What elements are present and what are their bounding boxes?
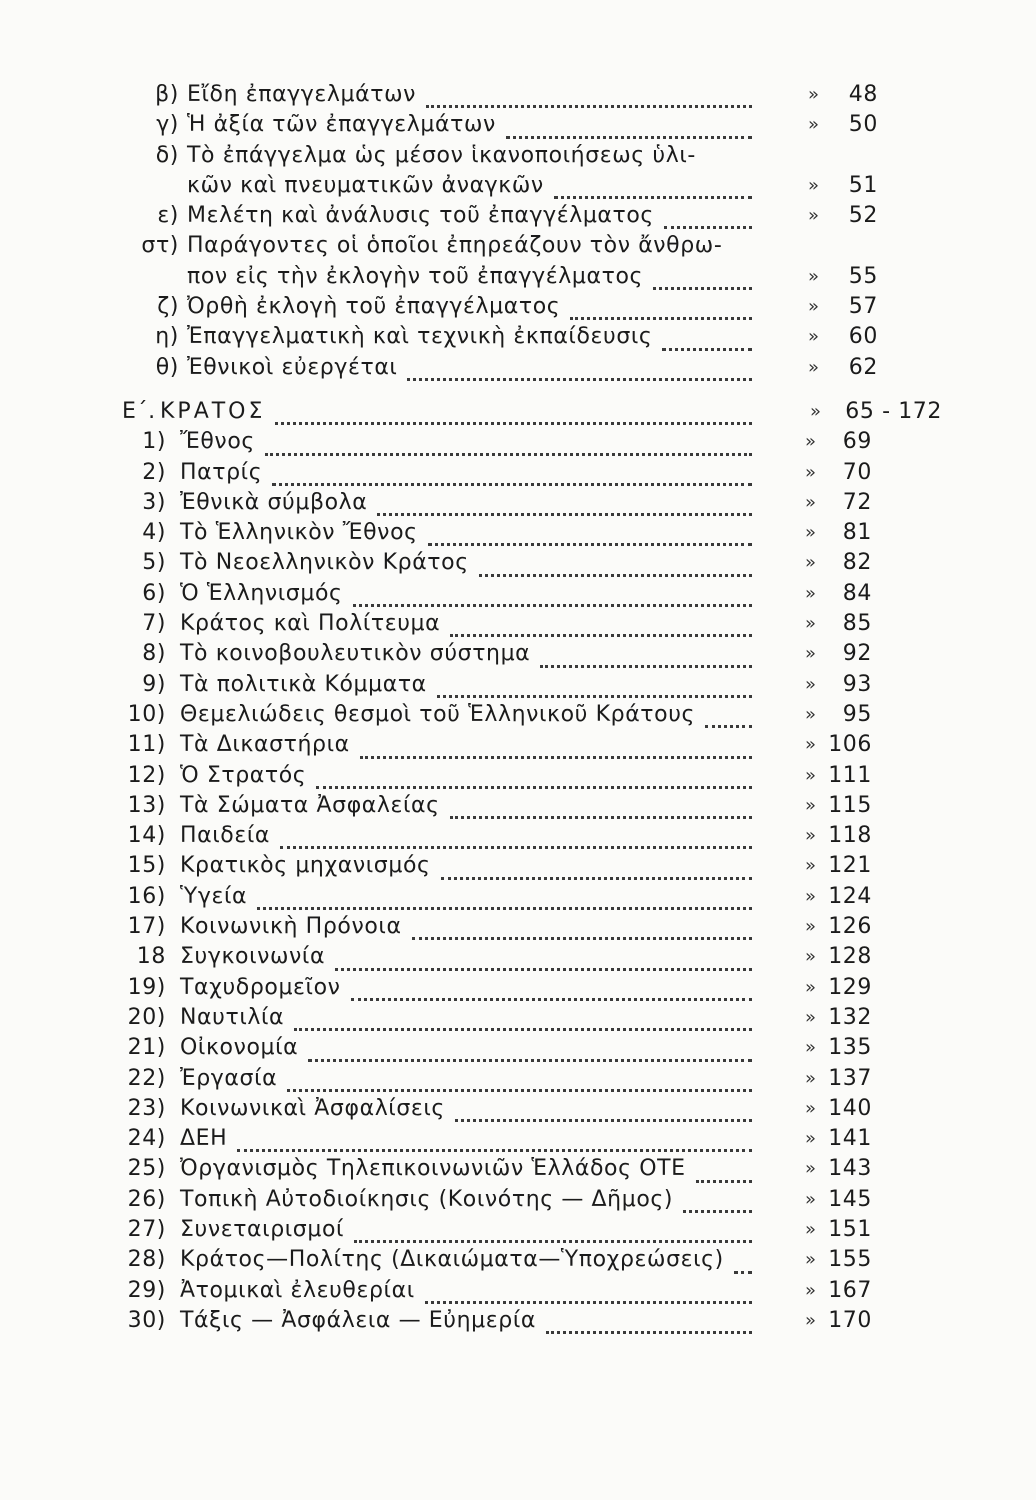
- dot-leader: [294, 1003, 752, 1033]
- toc-item: [0, 1276, 1036, 1306]
- entry-title: Ἡ ἀξία τῶν ἐπαγγελμάτων: [187, 112, 496, 138]
- toc-item: [0, 639, 1036, 669]
- page-number: 51: [848, 172, 878, 198]
- toc-item: [0, 579, 1036, 609]
- entry-title: Ὀργανισμὸς Τηλεπικοινωνιῶν Ἑλλάδος ΟΤΕ: [180, 1156, 686, 1182]
- page-number: 69: [842, 429, 872, 455]
- entry-title: πον εἰς τὴν ἐκλογὴν τοῦ ἐπαγγέλματος: [187, 263, 644, 289]
- entry-title: Ἐθνικὰ σύμβολα: [180, 489, 368, 515]
- page-number: 70: [842, 459, 872, 485]
- dot-leader: [360, 730, 752, 760]
- ditto-mark: »: [805, 1158, 817, 1180]
- ditto-mark: »: [808, 356, 820, 378]
- ditto-mark: »: [808, 84, 820, 105]
- dot-leader: [275, 397, 752, 427]
- entry-title: Κρατικὸς μηχανισμός: [180, 853, 431, 879]
- entry-number: 7): [142, 611, 166, 637]
- entry-number: 1): [142, 429, 166, 455]
- toc-item: [0, 821, 1036, 851]
- entry-title: Ναυτιλία: [180, 1004, 285, 1030]
- page-number: 81: [842, 520, 872, 546]
- ditto-mark: »: [805, 673, 817, 695]
- page-number: 167: [828, 1277, 872, 1303]
- entry-number: 27): [127, 1216, 166, 1242]
- entry-number: 23): [127, 1095, 166, 1121]
- entry-title: Συγκοινωνία: [180, 944, 326, 970]
- dot-leader: [412, 912, 752, 942]
- page-number: 57: [848, 294, 878, 320]
- entry-title: ΚΡΑΤΟΣ: [160, 398, 266, 424]
- ditto-mark: »: [805, 976, 817, 998]
- entry-number: 6): [142, 580, 166, 606]
- entry-title: Μελέτη καὶ ἀνάλυσις τοῦ ἐπαγγέλματος: [187, 203, 654, 229]
- dot-leader: [257, 882, 752, 912]
- dot-leader: [351, 973, 752, 1003]
- page-number: 60: [848, 324, 878, 350]
- dot-leader: [705, 700, 752, 730]
- toc-item: [0, 973, 1036, 1003]
- entry-title: Ἐργασία: [180, 1065, 278, 1091]
- page-number: 62: [848, 354, 878, 380]
- page-number: 145: [828, 1186, 872, 1212]
- ditto-mark: »: [808, 296, 820, 318]
- ditto-mark: »: [805, 1309, 817, 1331]
- dot-leader: [455, 1094, 752, 1124]
- entry-number: 3): [142, 489, 166, 515]
- ditto-mark: »: [805, 1249, 817, 1271]
- entry-title: Ταχυδρομεῖον: [180, 974, 341, 1000]
- ditto-mark: »: [805, 855, 817, 877]
- dot-leader: [696, 1154, 752, 1184]
- entry-title: Θεμελιώδεις θεσμοὶ τοῦ Ἑλληνικοῦ Κράτους: [180, 701, 696, 727]
- ditto-mark: »: [805, 916, 817, 938]
- dot-leader: [441, 851, 752, 881]
- dot-leader: [425, 1276, 752, 1306]
- dot-leader: [265, 427, 752, 457]
- ditto-mark: »: [805, 1006, 817, 1028]
- page-number: 140: [828, 1095, 872, 1121]
- entry-number: 8): [142, 641, 166, 667]
- toc-entry: [0, 292, 1036, 322]
- toc-item: [0, 1154, 1036, 1184]
- dot-leader: [662, 322, 752, 352]
- entry-number: 17): [127, 914, 166, 940]
- ditto-mark: »: [805, 491, 817, 513]
- ditto-mark: »: [805, 703, 817, 725]
- toc-item: [0, 1033, 1036, 1063]
- entry-title: Κοινωνικαὶ Ἀσφαλίσεις: [180, 1095, 445, 1121]
- page-number: 115: [828, 792, 872, 818]
- toc-entry: [0, 322, 1036, 352]
- dot-leader: [377, 488, 752, 518]
- entry-title: Ὁ Στρατός: [180, 762, 307, 788]
- page-number: 48: [848, 82, 878, 107]
- toc-item: [0, 730, 1036, 760]
- toc-item: [0, 609, 1036, 639]
- entry-number: 16): [127, 883, 166, 909]
- page-number: 143: [828, 1156, 872, 1182]
- ditto-mark: »: [805, 522, 817, 544]
- entry-title: Ὑγεία: [180, 883, 248, 909]
- ditto-mark: »: [808, 326, 820, 348]
- dot-leader: [353, 579, 752, 609]
- dot-leader: [272, 458, 752, 488]
- toc-item: [0, 882, 1036, 912]
- entry-title: Συνεταιρισμοί: [180, 1216, 345, 1242]
- entry-title: Τὸ Ἑλληνικὸν Ἔθνος: [180, 520, 418, 546]
- table-of-contents: [0, 80, 1036, 1336]
- entry-title: ΔΕΗ: [180, 1126, 228, 1152]
- toc-item: [0, 700, 1036, 730]
- entry-title: Τάξις — Ἀσφάλεια — Εὐημερία: [180, 1307, 536, 1333]
- dot-leader: [437, 670, 752, 700]
- toc-entry: [0, 141, 1036, 171]
- entry-number: 10): [127, 701, 166, 727]
- page-number: 141: [828, 1126, 872, 1152]
- entry-title: Πατρίς: [180, 459, 263, 485]
- entry-title: Ἔθνος: [180, 429, 255, 455]
- dot-leader: [653, 262, 752, 292]
- dot-leader: [287, 1064, 752, 1094]
- ditto-mark: »: [805, 1218, 817, 1240]
- ditto-mark: »: [805, 1188, 817, 1210]
- ditto-mark: »: [805, 794, 817, 816]
- entry-number: 9): [142, 671, 166, 697]
- page-number: 55: [848, 263, 878, 289]
- toc-item: [0, 912, 1036, 942]
- dot-leader: [237, 1124, 752, 1154]
- toc-entry: [0, 110, 1036, 140]
- toc-item: [0, 942, 1036, 972]
- ditto-mark: »: [805, 431, 817, 453]
- page-number: 82: [842, 550, 872, 576]
- ditto-mark: »: [805, 946, 817, 968]
- toc-item: [0, 1185, 1036, 1215]
- entry-number: 18: [136, 944, 166, 970]
- entry-title: Τὸ κοινοβουλευτικὸν σύστημα: [180, 641, 531, 667]
- ditto-mark: »: [805, 1128, 817, 1150]
- dot-leader: [426, 80, 752, 110]
- toc-item: [0, 458, 1036, 488]
- ditto-mark: »: [805, 613, 817, 635]
- page-number: 111: [828, 762, 872, 788]
- entry-number: 30): [127, 1307, 166, 1333]
- ditto-mark: »: [805, 552, 817, 574]
- section-heading: [0, 397, 1036, 427]
- entry-title: Ὀρθὴ ἐκλογὴ τοῦ ἐπαγγέλματος: [187, 294, 561, 320]
- ditto-mark: »: [805, 734, 817, 756]
- dot-leader: [479, 548, 752, 578]
- entry-number: γ): [156, 112, 179, 138]
- ditto-mark: »: [808, 114, 820, 136]
- toc-item: [0, 548, 1036, 578]
- page-number: 132: [828, 1004, 872, 1030]
- entry-title: Τὸ ἐπάγγελμα ὡς μέσον ἱκανοποιήσεως ὑλι-: [187, 142, 696, 168]
- page-number: 121: [828, 853, 872, 879]
- entry-number: 20): [127, 1004, 166, 1030]
- toc-item: [0, 851, 1036, 881]
- entry-number: Ε΄.: [122, 398, 156, 424]
- dot-leader: [428, 518, 752, 548]
- toc-item: [0, 761, 1036, 791]
- entry-number: 2): [142, 459, 166, 485]
- toc-item: [0, 1003, 1036, 1033]
- entry-title: Κράτος καὶ Πολίτευμα: [180, 611, 441, 637]
- page-number: 124: [828, 883, 872, 909]
- page-number: 84: [842, 580, 872, 606]
- dot-leader: [570, 292, 752, 322]
- entry-number: 21): [127, 1035, 166, 1061]
- page-number: 65 - 172: [845, 398, 942, 424]
- entry-title: Ὁ Ἑλληνισμός: [180, 580, 343, 606]
- entry-number: στ): [141, 233, 179, 259]
- toc-entry: [0, 171, 1036, 201]
- entry-number: η): [155, 324, 179, 350]
- entry-title: Κράτος—Πολίτης (Δικαιώματα—Ὑποχρεώσεις): [180, 1247, 724, 1273]
- ditto-mark: »: [805, 1037, 817, 1059]
- ditto-mark: »: [805, 1279, 817, 1301]
- dot-leader: [664, 201, 752, 231]
- entry-title: Ἐπαγγελματικὴ καὶ τεχνικὴ ἐκπαίδευσις: [187, 324, 653, 350]
- entry-title: κῶν καὶ πνευματικῶν ἀναγκῶν: [187, 172, 544, 198]
- page-number: 126: [828, 914, 872, 940]
- dot-leader: [554, 171, 752, 201]
- page-number: 72: [842, 489, 872, 515]
- toc-item: [0, 1124, 1036, 1154]
- toc-item: [0, 791, 1036, 821]
- dot-leader: [308, 1033, 752, 1063]
- entry-number: 29): [127, 1277, 166, 1303]
- entry-number: 5): [142, 550, 166, 576]
- toc-entry: [0, 231, 1036, 261]
- entry-number: ζ): [157, 294, 179, 320]
- dot-leader: [546, 1306, 752, 1336]
- page-number: 170: [828, 1307, 872, 1333]
- dot-leader: [316, 761, 752, 791]
- ditto-mark: »: [805, 1067, 817, 1089]
- entry-number: 22): [127, 1065, 166, 1091]
- entry-number: β): [155, 82, 179, 107]
- ditto-mark: »: [805, 885, 817, 907]
- entry-number: 11): [127, 732, 166, 758]
- ditto-mark: »: [805, 1097, 817, 1119]
- page-number: 85: [842, 611, 872, 637]
- ditto-mark: »: [805, 582, 817, 604]
- entry-title: Τὸ Νεοελληνικὸν Κράτος: [180, 550, 469, 576]
- entry-title: Παιδεία: [180, 823, 270, 849]
- toc-item: [0, 1306, 1036, 1336]
- toc-item: [0, 670, 1036, 700]
- entry-number: δ): [155, 142, 179, 168]
- toc-item: [0, 1215, 1036, 1245]
- entry-number: 13): [127, 792, 166, 818]
- entry-title: Τὰ Δικαστήρια: [180, 732, 350, 758]
- toc-item: [0, 1245, 1036, 1275]
- entry-number: 15): [127, 853, 166, 879]
- entry-title: Κοινωνικὴ Πρόνοια: [180, 914, 402, 940]
- entry-number: 14): [127, 823, 166, 849]
- toc-item: [0, 488, 1036, 518]
- entry-number: 26): [127, 1186, 166, 1212]
- page-number: 50: [848, 112, 878, 138]
- entry-title: Οἰκονομία: [180, 1035, 299, 1061]
- ditto-mark: »: [808, 265, 820, 287]
- ditto-mark: »: [805, 825, 817, 847]
- dot-leader: [683, 1185, 752, 1215]
- page-number: 92: [842, 641, 872, 667]
- dot-leader: [407, 353, 752, 383]
- page-number: 52: [848, 203, 878, 229]
- entry-number: 12): [127, 762, 166, 788]
- entry-number: θ): [155, 354, 179, 380]
- toc-entry: [0, 262, 1036, 292]
- entry-number: ε): [157, 203, 179, 229]
- entry-title: Τὰ Σώματα Ἀσφαλείας: [180, 792, 440, 818]
- page-number: 129: [828, 974, 872, 1000]
- page-number: 155: [828, 1247, 872, 1273]
- toc-item: [0, 1064, 1036, 1094]
- entry-title: Τὰ πολιτικὰ Κόμματα: [180, 671, 427, 697]
- ditto-mark: »: [805, 461, 817, 483]
- toc-entry: [0, 80, 1036, 110]
- page-number: 118: [828, 823, 872, 849]
- dot-leader: [335, 942, 752, 972]
- toc-entry: [0, 201, 1036, 231]
- page-number: 135: [828, 1035, 872, 1061]
- page-number: 95: [842, 701, 872, 727]
- ditto-mark: »: [810, 400, 822, 422]
- page-number: 137: [828, 1065, 872, 1091]
- dot-leader: [734, 1245, 752, 1275]
- ditto-mark: »: [808, 174, 820, 196]
- toc-item: [0, 518, 1036, 548]
- entry-number: 19): [127, 974, 166, 1000]
- ditto-mark: »: [805, 764, 817, 786]
- dot-leader: [450, 791, 752, 821]
- entry-number: 25): [127, 1156, 166, 1182]
- dot-leader: [280, 821, 752, 851]
- entry-title: Παράγοντες οἱ ὁποῖοι ἐπηρεάζουν τὸν ἄνθρω-: [187, 233, 723, 259]
- entry-title: Εἴδη ἐπαγγελμάτων: [187, 82, 416, 107]
- page-number: 106: [828, 732, 872, 758]
- page-number: 128: [828, 944, 872, 970]
- page-number: 151: [828, 1216, 872, 1242]
- entry-title: Ἀτομικαὶ ἐλευθερίαι: [180, 1277, 415, 1303]
- dot-leader: [450, 609, 752, 639]
- dot-leader: [354, 1215, 752, 1245]
- entry-title: Ἐθνικοὶ εὐεργέται: [187, 354, 398, 380]
- ditto-mark: »: [805, 643, 817, 665]
- page-number: 93: [842, 671, 872, 697]
- dot-leader: [540, 639, 752, 669]
- toc-item: [0, 427, 1036, 457]
- toc-item: [0, 1094, 1036, 1124]
- entry-number: 28): [127, 1247, 166, 1273]
- toc-entry: [0, 353, 1036, 383]
- entry-title: Τοπικὴ Αὐτοδιοίκησις (Κοινότης — Δῆμος): [180, 1186, 674, 1212]
- ditto-mark: »: [808, 205, 820, 227]
- entry-number: 24): [127, 1126, 166, 1152]
- dot-leader: [506, 110, 752, 140]
- entry-number: 4): [142, 520, 166, 546]
